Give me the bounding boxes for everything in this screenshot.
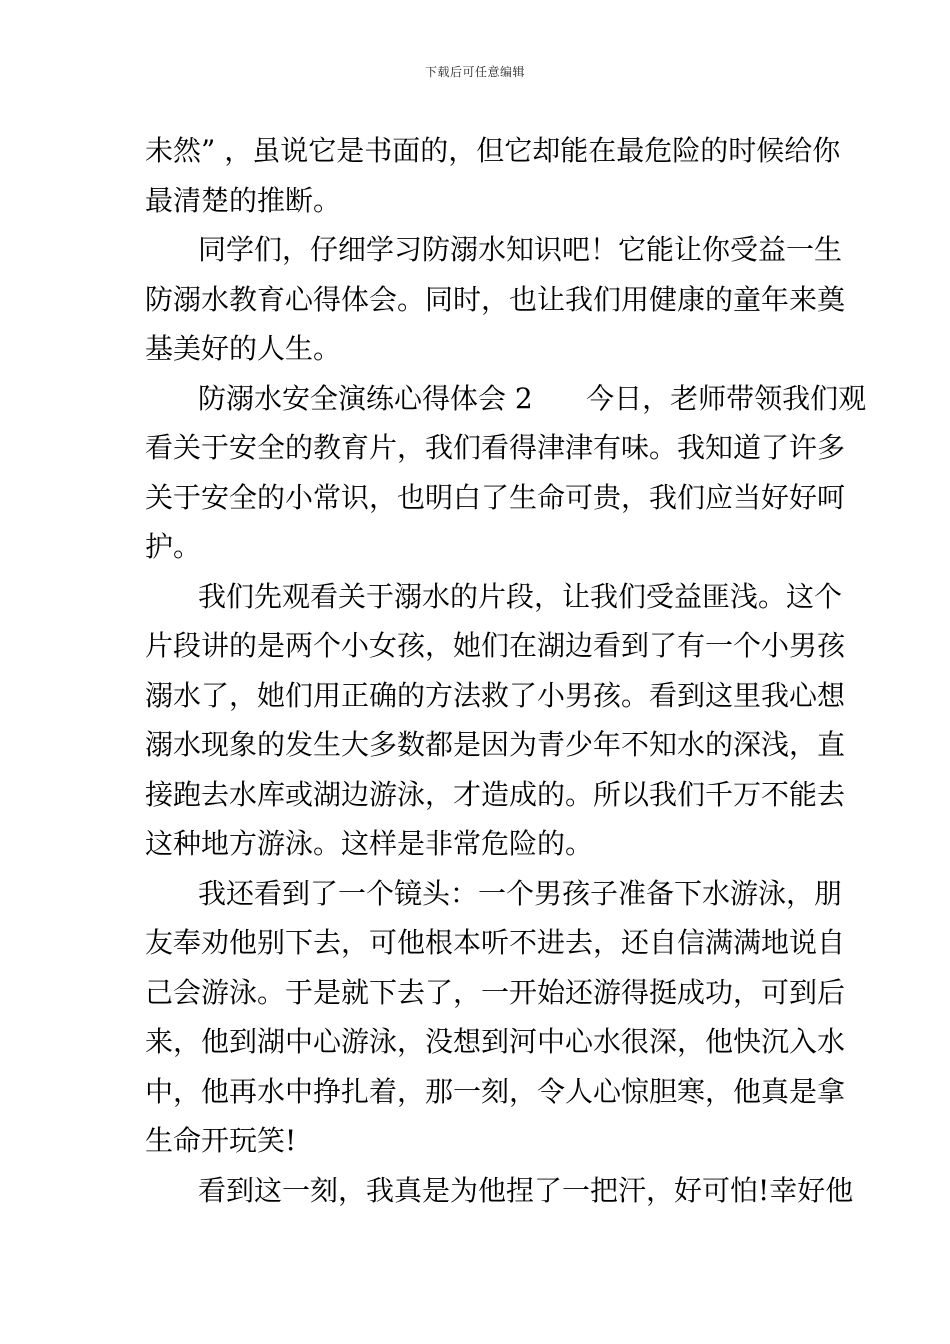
text-line: 接跑去水库或湖边游泳，才造成的。所以我们千万不能去 [145, 777, 846, 811]
text-line: 我还看到了一个镜头：一个男孩子准备下水游泳，朋 [198, 876, 843, 910]
text-line: 未然” ，虽说它是书面的，但它却能在最危险的时候给你 [145, 134, 841, 167]
text-line: 来，他到湖中心游泳，没想到河中心水很深，他快沉入水 [145, 1025, 846, 1058]
text-line: 片段讲的是两个小女孩，她们在湖边看到了有一个小男孩 [145, 629, 846, 662]
text-line: 己会游泳。于是就下去了，一开始还游得挺成功，可到后 [145, 975, 846, 1009]
paragraph [145, 572, 846, 869]
text-line: 关于安全的小常识，也明白了生命可贵，我们应当好好呵 [145, 480, 846, 514]
text-line: 生命开玩笑! [145, 1124, 297, 1157]
text-line: 中，他再水中挣扎着，那一刻，令人心惊胆寒，他真是拿 [145, 1074, 846, 1108]
text-line: 溺水了，她们用正确的方法救了小男孩。看到这里我心想 [145, 678, 846, 712]
paragraph [145, 126, 841, 225]
text-line: 基美好的人生。 [145, 332, 342, 365]
text-line: 我们先观看关于溺水的片段，让我们受益匪浅。这个 [198, 579, 843, 613]
text-line: 防溺水安全演练心得体会 2 今日，老师带领我们观 [198, 381, 867, 415]
text-line: 同学们，仔细学习防溺水知识吧！它能让你受益一生 [198, 233, 843, 266]
text-line: 溺水现象的发生大多数都是因为青少年不知水的深浅，直 [145, 728, 846, 761]
paragraph [145, 1166, 854, 1216]
text-line: 最清楚的推断。 [145, 183, 342, 217]
text-line: 看到这一刻，我真是为他捏了一把汗，好可怕!幸好他 [198, 1173, 854, 1207]
paragraph [145, 374, 867, 572]
text-line: 看关于安全的教育片，我们看得津津有味。我知道了许多 [145, 431, 846, 464]
paragraph [145, 869, 846, 1166]
paragraph [145, 225, 846, 374]
text-line: 防溺水教育心得体会。同时，也让我们用健康的童年来奠 [145, 282, 846, 316]
text-line: 这种地方游泳。这样是非常危险的。 [145, 827, 594, 860]
document-body [145, 126, 867, 1215]
text-line: 友奉劝他别下去，可他根本听不进去，还自信满满地说自 [145, 926, 846, 959]
page-header: 下载后可任意编辑 [424, 65, 525, 79]
text-line: 护。 [145, 530, 202, 563]
